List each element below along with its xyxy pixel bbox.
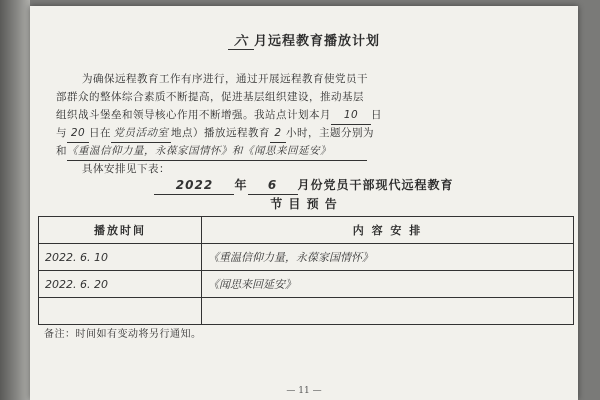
page-number: — 11 — bbox=[286, 386, 322, 396]
venue-handwritten: 党员活动室 bbox=[111, 124, 171, 143]
arrangement-text: 具体安排见下表： bbox=[82, 163, 170, 175]
intro-line-2 bbox=[56, 88, 556, 106]
row-1-content: 《重温信仰力量，永葆家国情怀》 bbox=[202, 244, 574, 271]
table-row bbox=[39, 244, 574, 271]
intro-text-3: 组织战斗堡垒和领导核心作用不断增强。我站点计划本月 bbox=[56, 109, 331, 121]
year-handwritten: 2022 bbox=[154, 176, 234, 195]
intro-text-2: 部群众的整体综合素质不断提高，促进基层组织建设，推动基层 bbox=[56, 91, 364, 103]
year-label: 年 bbox=[234, 178, 248, 192]
row-2-content: 《闻思来回延安》 bbox=[202, 271, 574, 298]
intro-text-1: 为确保远程教育工作有序进行，通过开展远程教育使党员干 bbox=[82, 73, 368, 85]
document-page bbox=[30, 6, 578, 400]
intro-line-5 bbox=[56, 142, 556, 161]
schedule-table bbox=[38, 216, 574, 325]
subtitle-line-2: 节 目 预 告 bbox=[270, 197, 338, 211]
intro-at: 日在 bbox=[89, 127, 111, 139]
intro-themes: 小时，主题分别为 bbox=[286, 127, 374, 139]
page-title bbox=[30, 30, 578, 50]
title-text: 月远程教育播放计划 bbox=[253, 34, 380, 49]
day2-handwritten: 20 bbox=[67, 124, 89, 143]
header-time: 播放时间 bbox=[39, 217, 202, 244]
hours-handwritten: 2 bbox=[270, 124, 286, 143]
intro-line-4 bbox=[56, 124, 556, 143]
subtitle-text: 月份党员干部现代远程教育 bbox=[297, 178, 454, 192]
row-3-time bbox=[39, 298, 202, 325]
program-subtitle bbox=[30, 176, 578, 213]
title-month-handwritten: 六 bbox=[228, 30, 254, 50]
intro-line-1 bbox=[56, 70, 556, 88]
footnote: 备注：时间如有变动将另行通知。 bbox=[44, 329, 202, 340]
day1-handwritten: 10 bbox=[331, 106, 371, 125]
topics-handwritten: 《重温信仰力量，永葆家国情怀》和《闻思来回延安》 bbox=[67, 142, 367, 161]
intro-and-2: 和 bbox=[56, 145, 67, 157]
subtitle-line-1 bbox=[30, 176, 578, 195]
day1-suffix: 日 bbox=[371, 109, 382, 121]
intro-and: 与 bbox=[56, 127, 67, 139]
table-header-row bbox=[39, 217, 574, 244]
table-row bbox=[39, 298, 574, 325]
row-2-time: 2022. 6. 20 bbox=[39, 271, 202, 298]
month-handwritten: 6 bbox=[248, 176, 298, 195]
header-content: 内 容 安 排 bbox=[202, 217, 574, 244]
intro-line-3 bbox=[56, 106, 556, 125]
row-3-content bbox=[202, 298, 574, 325]
intro-broadcast: 地点）播放远程教育 bbox=[171, 127, 270, 139]
row-1-time: 2022. 6. 10 bbox=[39, 244, 202, 271]
book-binding-shadow bbox=[0, 0, 30, 400]
table-row bbox=[39, 271, 574, 298]
